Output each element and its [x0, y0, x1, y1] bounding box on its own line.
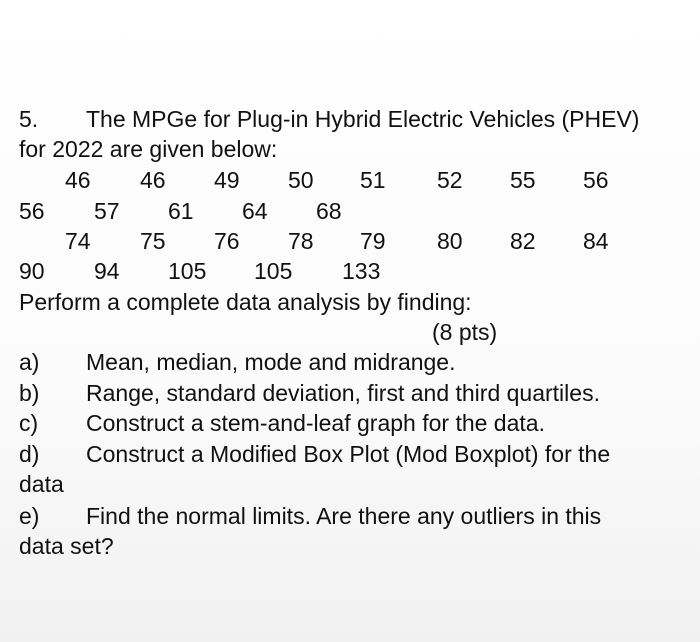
data-value: 105 — [168, 258, 207, 284]
problem-number: 5. — [19, 106, 39, 132]
data-row-4 — [0, 257, 700, 285]
data-value: 78 — [288, 228, 314, 254]
data-value: 84 — [583, 228, 609, 254]
item-c-label: c) — [19, 410, 39, 436]
item-d-continuation: data — [19, 471, 64, 497]
item-e-label: e) — [19, 503, 40, 529]
data-value: 52 — [437, 167, 463, 193]
data-value: 76 — [214, 228, 240, 254]
data-row-2 — [0, 197, 700, 225]
item-a-label: a) — [19, 349, 40, 375]
data-value: 68 — [316, 198, 342, 224]
data-value: 56 — [583, 167, 609, 193]
item-e-text: Find the normal limits. Are there any outliers in this — [86, 503, 602, 529]
problem-title-line-2: for 2022 are given below: — [19, 136, 278, 162]
item-d-label: d) — [19, 441, 40, 467]
data-value: 75 — [140, 228, 166, 254]
data-value: 79 — [360, 228, 386, 254]
instruction: Perform a complete data analysis by finding: — [19, 289, 472, 315]
data-value: 57 — [94, 198, 120, 224]
item-a-text: Mean, median, mode and midrange. — [86, 349, 456, 375]
data-value: 82 — [510, 228, 536, 254]
data-value: 46 — [140, 167, 166, 193]
problem-title-line-1: The MPGe for Plug-in Hybrid Electric Vehicles (PHEV) — [86, 106, 640, 132]
data-value: 61 — [168, 198, 194, 224]
data-row-1 — [0, 166, 700, 194]
item-b-label: b) — [19, 380, 40, 406]
data-value: 55 — [510, 167, 536, 193]
data-value: 80 — [437, 228, 463, 254]
item-d-text: Construct a Modified Box Plot (Mod Boxplot) for the — [86, 441, 611, 467]
data-value: 64 — [242, 198, 268, 224]
data-value: 49 — [214, 167, 240, 193]
item-b-text: Range, standard deviation, first and third quartiles. — [86, 380, 600, 406]
data-value: 50 — [288, 167, 314, 193]
data-value: 46 — [65, 167, 91, 193]
data-value: 56 — [19, 198, 45, 224]
item-c-text: Construct a stem-and-leaf graph for the data. — [86, 410, 545, 436]
data-value: 94 — [94, 258, 120, 284]
data-value: 90 — [19, 258, 45, 284]
data-row-3 — [0, 227, 700, 255]
points: (8 pts) — [432, 319, 498, 345]
item-e-continuation: data set? — [19, 533, 114, 559]
data-value: 133 — [342, 258, 381, 284]
data-value: 51 — [360, 167, 386, 193]
data-value: 105 — [254, 258, 293, 284]
data-value: 74 — [65, 228, 91, 254]
